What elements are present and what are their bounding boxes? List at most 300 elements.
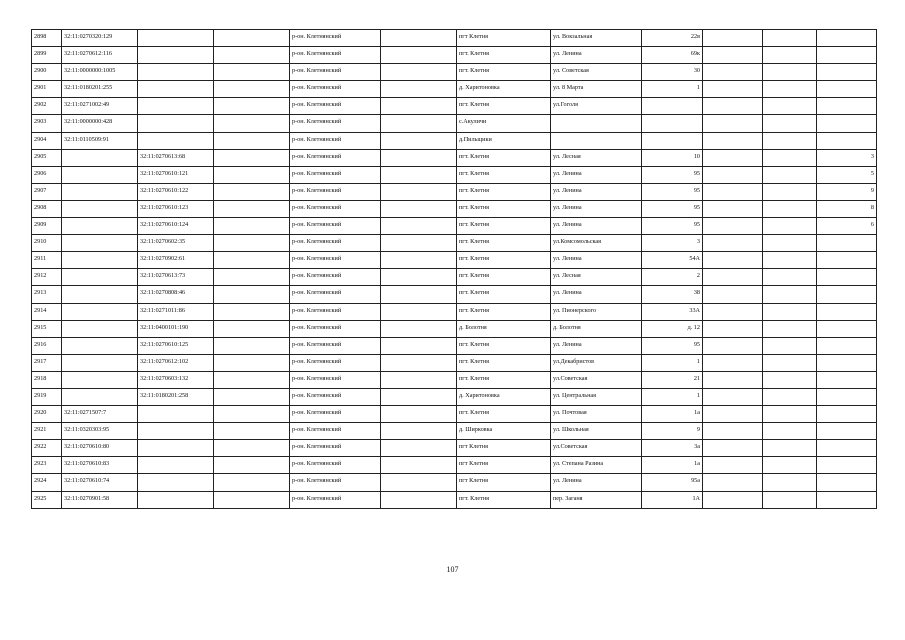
empty-cell	[703, 354, 763, 371]
settlement-cell: д. Харитоновка	[457, 388, 551, 405]
district-cell: р-он. Клетнянский	[290, 406, 381, 423]
district-cell: р-он. Клетнянский	[290, 491, 381, 508]
cadastral-number-alt-cell: 32:11:0270610:123	[138, 200, 214, 217]
cadastral-number-cell: 32:11:0270610:80	[62, 440, 138, 457]
empty-cell	[763, 252, 817, 269]
row-number-cell: 2921	[32, 423, 62, 440]
house-number-cell: 1	[642, 388, 703, 405]
street-cell: ул. Лесная	[551, 269, 642, 286]
cadastral-number-alt-cell	[138, 30, 214, 47]
row-number-cell: 2907	[32, 183, 62, 200]
row-number-cell: 2919	[32, 388, 62, 405]
cadastral-number-cell: 32:11:0180201:255	[62, 81, 138, 98]
empty-cell	[381, 423, 457, 440]
empty-cell	[381, 235, 457, 252]
settlement-cell: пгт Клетня	[457, 440, 551, 457]
district-cell: р-он. Клетнянский	[290, 132, 381, 149]
house-number-cell: 69к	[642, 47, 703, 64]
settlement-cell: пгт. Клетня	[457, 166, 551, 183]
empty-cell	[214, 440, 290, 457]
settlement-cell: д.Пильщики	[457, 132, 551, 149]
empty-cell	[214, 491, 290, 508]
district-cell: р-он. Клетнянский	[290, 149, 381, 166]
empty-cell	[214, 132, 290, 149]
street-cell: ул. Пионерского	[551, 303, 642, 320]
table-row	[32, 320, 877, 337]
cadastral-number-cell: 32:11:0320303:95	[62, 423, 138, 440]
extra-value-cell	[817, 491, 877, 508]
house-number-cell: 95	[642, 166, 703, 183]
table-row	[32, 183, 877, 200]
district-cell: р-он. Клетнянский	[290, 303, 381, 320]
table-row	[32, 423, 877, 440]
row-number-cell: 2903	[32, 115, 62, 132]
empty-cell	[214, 200, 290, 217]
empty-cell	[703, 64, 763, 81]
cadastral-number-cell	[62, 218, 138, 235]
extra-value-cell	[817, 388, 877, 405]
table-row	[32, 218, 877, 235]
extra-value-cell: 5	[817, 166, 877, 183]
empty-cell	[214, 115, 290, 132]
empty-cell	[703, 320, 763, 337]
table-row	[32, 115, 877, 132]
empty-cell	[381, 218, 457, 235]
district-cell: р-он. Клетнянский	[290, 200, 381, 217]
table-row	[32, 354, 877, 371]
empty-cell	[763, 337, 817, 354]
empty-cell	[214, 388, 290, 405]
cadastral-number-alt-cell: 32:11:0270902:61	[138, 252, 214, 269]
row-number-cell: 2905	[32, 149, 62, 166]
empty-cell	[763, 47, 817, 64]
cadastral-number-cell: 32:11:0270320:129	[62, 30, 138, 47]
empty-cell	[763, 149, 817, 166]
extra-value-cell: 3	[817, 149, 877, 166]
empty-cell	[381, 81, 457, 98]
empty-cell	[703, 81, 763, 98]
table-row	[32, 474, 877, 491]
district-cell: р-он. Клетнянский	[290, 64, 381, 81]
street-cell: ул. Советская	[551, 64, 642, 81]
cadastral-number-alt-cell: 32:11:0400101:190	[138, 320, 214, 337]
street-cell: ул. Степана Разина	[551, 457, 642, 474]
district-cell: р-он. Клетнянский	[290, 269, 381, 286]
district-cell: р-он. Клетнянский	[290, 320, 381, 337]
cadastral-number-alt-cell: 32:11:0270603:132	[138, 371, 214, 388]
extra-value-cell: 6	[817, 218, 877, 235]
street-cell: ул. 8 Марта	[551, 81, 642, 98]
empty-cell	[381, 303, 457, 320]
settlement-cell: д. Болотня	[457, 320, 551, 337]
extra-value-cell	[817, 47, 877, 64]
settlement-cell: пгт. Клетня	[457, 354, 551, 371]
cadastral-number-alt-cell	[138, 98, 214, 115]
district-cell: р-он. Клетнянский	[290, 440, 381, 457]
settlement-cell: пгт. Клетня	[457, 406, 551, 423]
district-cell: р-он. Клетнянский	[290, 337, 381, 354]
empty-cell	[381, 388, 457, 405]
empty-cell	[214, 406, 290, 423]
cadastral-number-cell: 32:11:0271507:7	[62, 406, 138, 423]
empty-cell	[763, 269, 817, 286]
empty-cell	[763, 30, 817, 47]
table-row	[32, 64, 877, 81]
empty-cell	[214, 371, 290, 388]
empty-cell	[763, 98, 817, 115]
house-number-cell: 33А	[642, 303, 703, 320]
extra-value-cell	[817, 457, 877, 474]
extra-value-cell	[817, 406, 877, 423]
extra-value-cell	[817, 235, 877, 252]
house-number-cell: 3	[642, 235, 703, 252]
settlement-cell: пгт. Клетня	[457, 64, 551, 81]
cadastral-number-cell: 32:11:0000000:428	[62, 115, 138, 132]
extra-value-cell	[817, 474, 877, 491]
empty-cell	[381, 183, 457, 200]
table-row	[32, 269, 877, 286]
district-cell: р-он. Клетнянский	[290, 388, 381, 405]
street-cell	[551, 132, 642, 149]
empty-cell	[381, 320, 457, 337]
house-number-cell: 9	[642, 423, 703, 440]
empty-cell	[214, 269, 290, 286]
house-number-cell	[642, 98, 703, 115]
district-cell: р-он. Клетнянский	[290, 371, 381, 388]
settlement-cell: пгт. Клетня	[457, 200, 551, 217]
empty-cell	[763, 235, 817, 252]
settlement-cell: д. Ширковка	[457, 423, 551, 440]
settlement-cell: пгт. Клетня	[457, 98, 551, 115]
row-number-cell: 2898	[32, 30, 62, 47]
district-cell: р-он. Клетнянский	[290, 47, 381, 64]
district-cell: р-он. Клетнянский	[290, 423, 381, 440]
empty-cell	[703, 166, 763, 183]
empty-cell	[763, 64, 817, 81]
empty-cell	[214, 64, 290, 81]
settlement-cell: пгт. Клетня	[457, 183, 551, 200]
empty-cell	[703, 371, 763, 388]
table-row	[32, 235, 877, 252]
empty-cell	[703, 474, 763, 491]
table-row	[32, 440, 877, 457]
cadastral-number-alt-cell: 32:11:0270808:46	[138, 286, 214, 303]
settlement-cell: с.Акуличи	[457, 115, 551, 132]
empty-cell	[703, 286, 763, 303]
empty-cell	[214, 81, 290, 98]
empty-cell	[763, 166, 817, 183]
street-cell: ул. Ленина	[551, 47, 642, 64]
extra-value-cell	[817, 371, 877, 388]
extra-value-cell	[817, 286, 877, 303]
row-number-cell: 2918	[32, 371, 62, 388]
empty-cell	[703, 149, 763, 166]
empty-cell	[381, 115, 457, 132]
row-number-cell: 2924	[32, 474, 62, 491]
settlement-cell: пгт. Клетня	[457, 303, 551, 320]
row-number-cell: 2915	[32, 320, 62, 337]
empty-cell	[703, 235, 763, 252]
extra-value-cell	[817, 132, 877, 149]
cadastral-number-cell	[62, 235, 138, 252]
street-cell: ул. Ленина	[551, 183, 642, 200]
table-row	[32, 252, 877, 269]
table-row	[32, 81, 877, 98]
empty-cell	[763, 457, 817, 474]
settlement-cell: пгт. Клетня	[457, 47, 551, 64]
table-row	[32, 132, 877, 149]
house-number-cell: 54А	[642, 252, 703, 269]
extra-value-cell	[817, 252, 877, 269]
cadastral-number-alt-cell	[138, 457, 214, 474]
row-number-cell: 2917	[32, 354, 62, 371]
extra-value-cell	[817, 303, 877, 320]
extra-value-cell: 9	[817, 183, 877, 200]
cadastral-number-alt-cell	[138, 47, 214, 64]
empty-cell	[703, 132, 763, 149]
street-cell: ул. Центральная	[551, 388, 642, 405]
cadastral-number-alt-cell: 32:11:0270613:73	[138, 269, 214, 286]
empty-cell	[381, 474, 457, 491]
row-number-cell: 2925	[32, 491, 62, 508]
cadastral-number-alt-cell	[138, 64, 214, 81]
extra-value-cell	[817, 320, 877, 337]
house-number-cell: 3а	[642, 440, 703, 457]
empty-cell	[214, 183, 290, 200]
table-row	[32, 388, 877, 405]
empty-cell	[763, 474, 817, 491]
empty-cell	[763, 218, 817, 235]
row-number-cell: 2908	[32, 200, 62, 217]
settlement-cell: пгт. Клетня	[457, 218, 551, 235]
row-number-cell: 2906	[32, 166, 62, 183]
house-number-cell: 10	[642, 149, 703, 166]
house-number-cell: 95а	[642, 474, 703, 491]
empty-cell	[214, 457, 290, 474]
district-cell: р-он. Клетнянский	[290, 98, 381, 115]
empty-cell	[703, 218, 763, 235]
empty-cell	[214, 252, 290, 269]
district-cell: р-он. Клетнянский	[290, 183, 381, 200]
empty-cell	[703, 30, 763, 47]
row-number-cell: 2904	[32, 132, 62, 149]
settlement-cell: пгт. Клетня	[457, 252, 551, 269]
cadastral-number-cell	[62, 252, 138, 269]
table-row	[32, 371, 877, 388]
empty-cell	[381, 286, 457, 303]
empty-cell	[381, 440, 457, 457]
house-number-cell: 38	[642, 286, 703, 303]
empty-cell	[703, 457, 763, 474]
house-number-cell: 95	[642, 337, 703, 354]
empty-cell	[703, 269, 763, 286]
district-cell: р-он. Клетнянский	[290, 252, 381, 269]
empty-cell	[381, 406, 457, 423]
empty-cell	[214, 303, 290, 320]
empty-cell	[763, 115, 817, 132]
extra-value-cell	[817, 337, 877, 354]
empty-cell	[763, 354, 817, 371]
table-row	[32, 337, 877, 354]
page-number: 107	[446, 565, 459, 574]
empty-cell	[381, 457, 457, 474]
empty-cell	[214, 235, 290, 252]
row-number-cell: 2899	[32, 47, 62, 64]
row-number-cell: 2902	[32, 98, 62, 115]
cadastral-number-cell	[62, 371, 138, 388]
row-number-cell: 2900	[32, 64, 62, 81]
house-number-cell: 1а	[642, 406, 703, 423]
row-number-cell: 2916	[32, 337, 62, 354]
table-row	[32, 166, 877, 183]
row-number-cell: 2911	[32, 252, 62, 269]
empty-cell	[763, 81, 817, 98]
table-row	[32, 200, 877, 217]
settlement-cell: пгт Клетня	[457, 474, 551, 491]
empty-cell	[381, 337, 457, 354]
street-cell: ул.Гоголя	[551, 98, 642, 115]
street-cell: ул. Почтовая	[551, 406, 642, 423]
empty-cell	[381, 252, 457, 269]
empty-cell	[763, 303, 817, 320]
extra-value-cell	[817, 98, 877, 115]
extra-value-cell	[817, 423, 877, 440]
empty-cell	[214, 286, 290, 303]
street-cell: ул. Ленина	[551, 252, 642, 269]
district-cell: р-он. Клетнянский	[290, 218, 381, 235]
empty-cell	[214, 47, 290, 64]
street-cell: д. Болотня	[551, 320, 642, 337]
table-row	[32, 303, 877, 320]
district-cell: р-он. Клетнянский	[290, 30, 381, 47]
cadastral-number-cell: 32:11:0270610:83	[62, 457, 138, 474]
house-number-cell: д. 12	[642, 320, 703, 337]
row-number-cell: 2910	[32, 235, 62, 252]
house-number-cell: 1	[642, 354, 703, 371]
cadastral-number-alt-cell	[138, 474, 214, 491]
district-cell: р-он. Клетнянский	[290, 81, 381, 98]
settlement-cell: пгт. Клетня	[457, 371, 551, 388]
extra-value-cell	[817, 81, 877, 98]
table-row	[32, 149, 877, 166]
table-row	[32, 406, 877, 423]
table-row	[32, 98, 877, 115]
empty-cell	[381, 47, 457, 64]
empty-cell	[214, 149, 290, 166]
district-cell: р-он. Клетнянский	[290, 286, 381, 303]
cadastral-number-cell: 32:11:0271002:49	[62, 98, 138, 115]
house-number-cell	[642, 132, 703, 149]
table-row	[32, 47, 877, 64]
cadastral-number-cell	[62, 200, 138, 217]
cadastral-number-cell: 32:11:0110509:91	[62, 132, 138, 149]
settlement-cell: пгт. Клетня	[457, 337, 551, 354]
cadastral-number-alt-cell	[138, 406, 214, 423]
empty-cell	[703, 47, 763, 64]
empty-cell	[703, 98, 763, 115]
empty-cell	[381, 132, 457, 149]
cadastral-number-alt-cell	[138, 491, 214, 508]
empty-cell	[381, 200, 457, 217]
row-number-cell: 2901	[32, 81, 62, 98]
empty-cell	[763, 423, 817, 440]
house-number-cell: 1	[642, 81, 703, 98]
house-number-cell: 30	[642, 64, 703, 81]
empty-cell	[703, 423, 763, 440]
empty-cell	[381, 98, 457, 115]
empty-cell	[381, 166, 457, 183]
house-number-cell: 2	[642, 269, 703, 286]
cadastral-number-alt-cell	[138, 423, 214, 440]
extra-value-cell	[817, 64, 877, 81]
empty-cell	[703, 252, 763, 269]
cadastral-number-cell	[62, 269, 138, 286]
cadastral-number-cell: 32:11:0270901:58	[62, 491, 138, 508]
empty-cell	[214, 30, 290, 47]
empty-cell	[703, 337, 763, 354]
street-cell: ул.Комсомольская	[551, 235, 642, 252]
empty-cell	[381, 149, 457, 166]
district-cell: р-он. Клетнянский	[290, 354, 381, 371]
row-number-cell: 2913	[32, 286, 62, 303]
street-cell: ул. Ленина	[551, 286, 642, 303]
house-number-cell: 95	[642, 218, 703, 235]
table-row	[32, 286, 877, 303]
row-number-cell: 2912	[32, 269, 62, 286]
cadastral-number-cell	[62, 166, 138, 183]
cadastral-number-cell	[62, 183, 138, 200]
empty-cell	[214, 218, 290, 235]
empty-cell	[763, 388, 817, 405]
house-number-cell: 21	[642, 371, 703, 388]
table-row	[32, 491, 877, 508]
cadastral-number-cell	[62, 320, 138, 337]
empty-cell	[763, 491, 817, 508]
cadastral-number-alt-cell: 32:11:0270613:68	[138, 149, 214, 166]
row-number-cell: 2920	[32, 406, 62, 423]
empty-cell	[763, 371, 817, 388]
cadastral-number-cell	[62, 388, 138, 405]
settlement-cell: пгт Клетня	[457, 457, 551, 474]
empty-cell	[381, 491, 457, 508]
cadastral-number-cell: 32:11:0000000:1005	[62, 64, 138, 81]
empty-cell	[381, 354, 457, 371]
house-number-cell: 1а	[642, 457, 703, 474]
empty-cell	[703, 303, 763, 320]
settlement-cell: пгт. Клетня	[457, 491, 551, 508]
empty-cell	[214, 474, 290, 491]
street-cell	[551, 115, 642, 132]
street-cell: ул. Лесная	[551, 149, 642, 166]
settlement-cell: пгт. Клетня	[457, 269, 551, 286]
cadastral-number-cell: 32:11:0270612:116	[62, 47, 138, 64]
empty-cell	[214, 320, 290, 337]
registry-table	[31, 29, 877, 509]
district-cell: р-он. Клетнянский	[290, 235, 381, 252]
cadastral-number-alt-cell: 32:11:0270602:35	[138, 235, 214, 252]
row-number-cell: 2923	[32, 457, 62, 474]
cadastral-number-cell	[62, 337, 138, 354]
street-cell: ул. Ленина	[551, 337, 642, 354]
cadastral-number-cell	[62, 303, 138, 320]
house-number-cell: 22в	[642, 30, 703, 47]
empty-cell	[763, 440, 817, 457]
empty-cell	[381, 30, 457, 47]
extra-value-cell	[817, 269, 877, 286]
empty-cell	[763, 132, 817, 149]
street-cell: ул.Советская	[551, 371, 642, 388]
cadastral-number-alt-cell	[138, 440, 214, 457]
